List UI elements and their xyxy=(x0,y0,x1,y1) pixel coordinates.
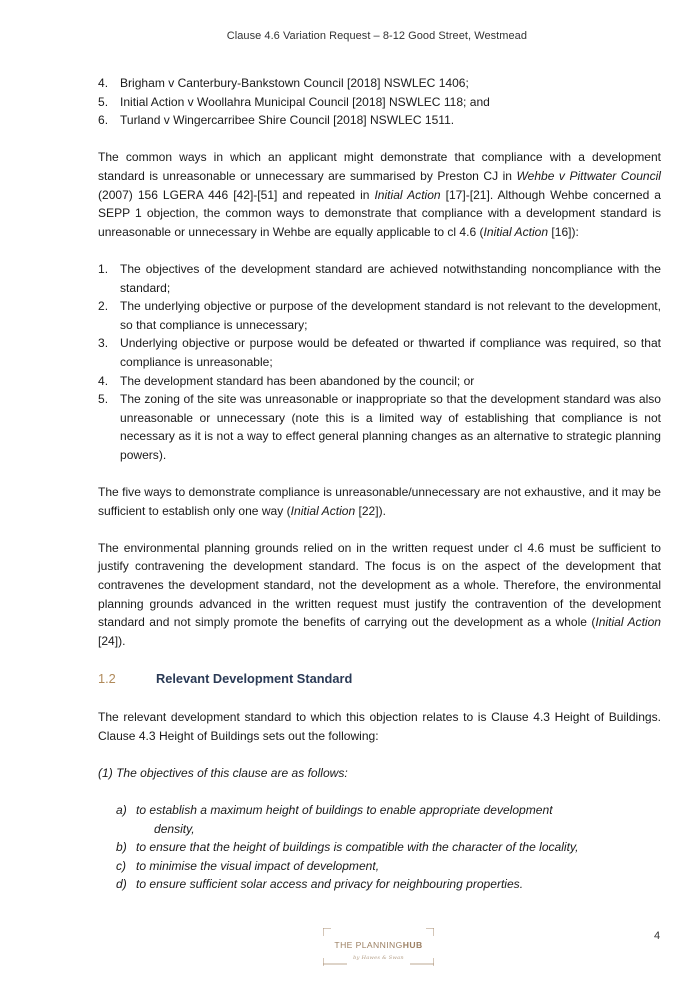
header-title: Clause 4.6 Variation Request – 8-12 Good Street, Westmead xyxy=(226,30,527,42)
list-item xyxy=(98,372,661,391)
list-item xyxy=(98,93,661,112)
list-item xyxy=(116,857,661,876)
paragraph-planning-grounds xyxy=(98,539,661,651)
list-number: b) xyxy=(116,840,127,855)
logo-text: THE PLANNING xyxy=(334,940,403,950)
list-text: The objectives of the development standard are achieved notwithstanding noncompliance with the standard; xyxy=(120,261,661,295)
list-text: The development standard has been abandoned by the council; or xyxy=(120,373,475,388)
list-number: 1. xyxy=(98,261,109,276)
list-number: 6. xyxy=(98,113,109,128)
list-text-continuation: density, xyxy=(154,821,195,836)
list-number: 2. xyxy=(98,299,109,314)
list-text: to minimise the visual impact of development, xyxy=(136,858,380,873)
text-run: [17]-[21]. Although Wehbe concerned a SEPP 1 objection, the common ways to demonstrate that compliance with a development standard is unreasonable or unnecessary in Wehbe are equally applicable to cl 4.6 ( xyxy=(98,187,661,239)
case-citation: Wehbe v Pittwater Council xyxy=(516,168,661,183)
list-item xyxy=(98,111,661,130)
text-run: The common ways in which an applicant might demonstrate that compliance with a development standard is unreasonable or unnecessary are summarised by Preston CJ in xyxy=(98,150,661,183)
list-number: a) xyxy=(116,802,127,817)
section-title: Relevant Development Standard xyxy=(156,671,353,687)
list-item xyxy=(98,334,661,371)
case-citation: Initial Action xyxy=(595,615,661,630)
document-body xyxy=(98,74,661,894)
list-text: Brigham v Canterbury-Bankstown Council [2018] NSWLEC 1406; xyxy=(120,76,469,90)
paragraph-five-ways xyxy=(98,483,661,520)
text-run: The five ways to demonstrate compliance is unreasonable/unnecessary are not exhaustive, and it may be sufficient to establish only one way ( xyxy=(98,485,661,518)
list-item xyxy=(98,260,661,297)
list-text: The zoning of the site was unreasonable or inappropriate so that the development standard was also unreasonable or unnecessary (note this is a limited way of establishing that compliance is not necessary as it is not a way to effect general planning changes as an alternative to strategic planning powers). xyxy=(120,392,661,462)
list-number: c) xyxy=(116,858,127,873)
case-citation: Initial Action xyxy=(290,503,356,518)
list-text: Underlying objective or purpose would be defeated or thwarted if compliance was required, so that compliance is unreasonable; xyxy=(120,336,661,369)
text-run: [16]): xyxy=(548,224,579,239)
list-item xyxy=(98,297,661,334)
list-number: 3. xyxy=(98,336,109,351)
paragraph-relevant-standard: The relevant development standard to which this objection relates to is Clause 4.3 Height of Buildings. Clause 4.3 Height of Buildings sets out the following: xyxy=(98,710,661,743)
list-item xyxy=(116,838,661,857)
list-item xyxy=(98,390,661,464)
planning-hub-logo xyxy=(323,928,434,966)
list-number: 4. xyxy=(98,373,109,388)
case-list xyxy=(98,74,661,130)
logo-wordmark xyxy=(323,940,434,950)
list-text: The underlying objective or purpose of the development standard is not relevant to the development, so that compliance is unnecessary; xyxy=(120,299,661,332)
list-item xyxy=(116,801,661,838)
logo-tagline: by Hawes & Swan xyxy=(353,955,404,961)
list-text: Turland v Wingercarribee Shire Council [2018] NSWLEC 1511. xyxy=(120,113,455,128)
list-number: d) xyxy=(116,877,127,892)
list-number: 4. xyxy=(98,76,109,90)
ways-list xyxy=(98,260,661,465)
text-run: (2007) 156 LGERA 446 [42]-[51] and repeated in xyxy=(98,187,375,202)
case-citation: Initial Action xyxy=(483,224,549,239)
page-number: 4 xyxy=(654,930,661,942)
list-text: to ensure that the height of buildings is compatible with the character of the locality, xyxy=(136,840,579,855)
list-number: 5. xyxy=(98,94,109,109)
text-run: [24]). xyxy=(98,633,126,648)
section-heading xyxy=(98,670,661,689)
running-header xyxy=(0,30,693,42)
list-text: to establish a maximum height of buildings to enable appropriate development xyxy=(136,802,553,817)
case-citation: Initial Action xyxy=(374,187,441,202)
paragraph-common-ways xyxy=(98,148,661,241)
logo-text-bold: HUB xyxy=(402,940,423,950)
list-text: to ensure sufficient solar access and privacy for neighbouring properties. xyxy=(136,877,524,892)
list-item xyxy=(116,875,661,894)
objectives-intro: (1) The objectives of this clause are as follows: xyxy=(98,765,348,780)
text-run: The environmental planning grounds relied on in the written request under cl 4.6 must be sufficient to justify contravening the development standard. The focus is on the aspect of the development that contravenes the development standard, not the development as a whole. Therefore, the environmental planning grounds advanced in the written request must justify the contravention of the development standard and not simply promote the benefits of carrying out the development as a whole ( xyxy=(98,540,661,630)
text-run: [22]). xyxy=(355,503,386,518)
list-number: 5. xyxy=(98,392,109,407)
list-item xyxy=(98,74,661,93)
list-text: Initial Action v Woollahra Municipal Council [2018] NSWLEC 118; and xyxy=(120,94,490,109)
section-number: 1.2 xyxy=(98,671,116,687)
objectives-list xyxy=(98,801,661,894)
